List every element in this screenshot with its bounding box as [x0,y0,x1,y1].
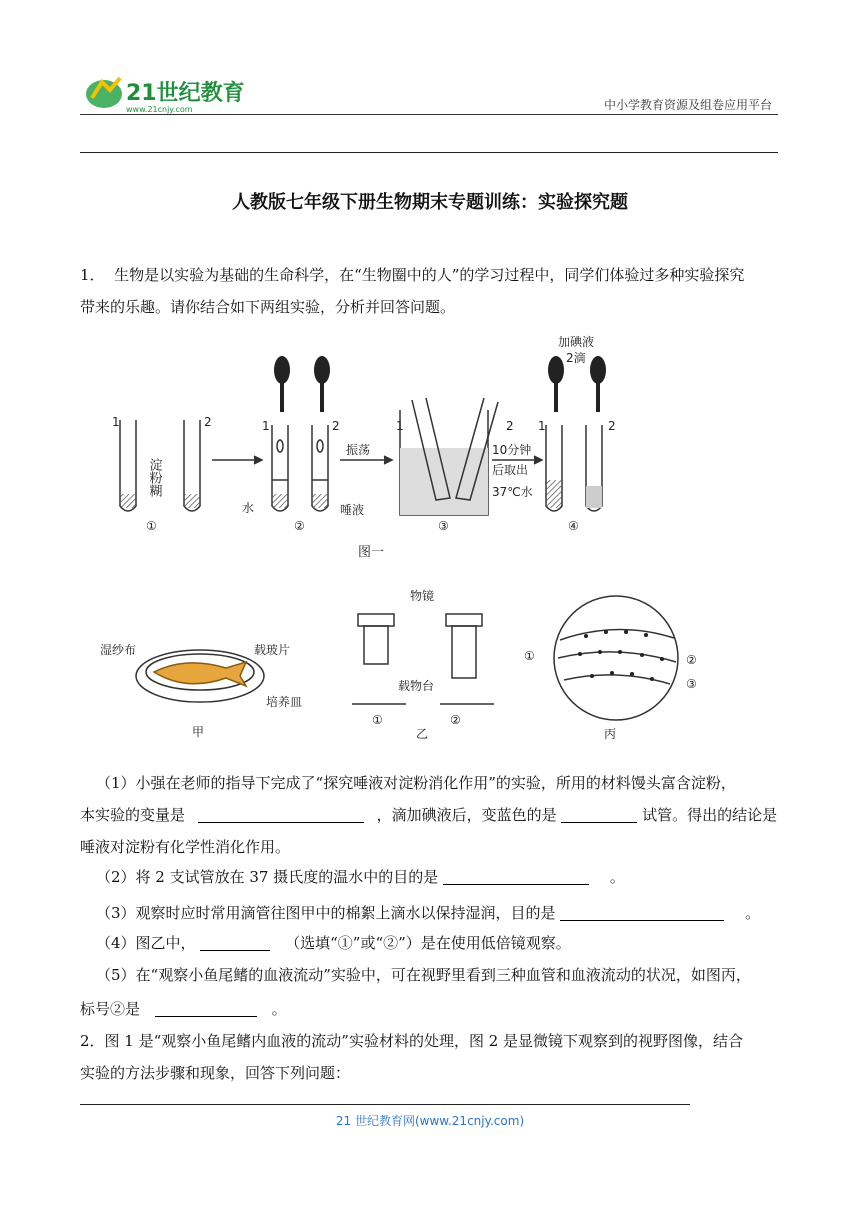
fig1-tube2-a: 2 [204,415,212,429]
q1-sub4: （4）图乙中， （选填“①”或“②”）是在使用低倍镜观察。 [96,934,571,952]
blank-variable[interactable] [198,804,364,823]
q1-intro-line1: 1． 生物是以实验为基础的生命科学，在“生物圈中的人”的学习过程中，同学们体验过多种实验探究 [80,266,745,284]
fig1-starch: 淀粉糊 [146,458,162,497]
q2-line1: 2．图 1 是“观察小鱼尾鳍内血液的流动”实验材料的处理，图 2 是显微镜下观察到的视野图像，结合 [80,1032,744,1050]
page-title: 人教版七年级下册生物期末专题训练：实验探究题 [232,192,628,213]
fig2-bing-2: ② [686,653,697,667]
logo-text: 21世纪教育 [126,81,245,106]
blank-keep-moist[interactable] [560,902,724,921]
fig1-tube1-d: 1 [538,419,546,433]
fig1-shake: 振荡 [346,443,371,457]
q2-line2: 实验的方法步骤和现象，回答下列问题： [80,1064,351,1082]
fig2-jia: 甲 [192,725,205,739]
q1-sub5-line2: 标号②是 。 [80,1000,287,1018]
figure-two [96,580,716,740]
fig2-bing: 丙 [604,727,617,740]
fig1-iodine-a: 加碘液 [558,335,595,349]
platform-label: 中小学教育资源及组卷应用平台 [603,98,772,112]
fig1-water: 水 [242,501,255,515]
fig1-step1: ① [146,519,157,533]
logo-url: www.21cnjy.com [126,105,193,114]
fig2-bing-1: ① [524,649,535,663]
fig1-step4: ④ [568,519,579,533]
fig2-bing-3: ③ [686,677,697,691]
blank-low-power[interactable] [200,932,270,951]
fig1-caption: 图一 [358,545,385,560]
footer-link[interactable]: 21 世纪教育网(www.21cnjy.com) [335,1114,525,1128]
fig2-yi-1: ① [372,713,383,727]
fig1-saliva: 唾液 [340,503,365,517]
top-rule [80,152,778,153]
fig1-tube1-b: 1 [262,419,270,433]
blank-blue-tube[interactable] [561,804,637,823]
q1-sub1-line3: 唾液对淀粉有化学性消化作用。 [80,838,291,856]
fig1-tube2-b: 2 [332,419,340,433]
fig1-tube1-a: 1 [112,415,120,429]
fig1-step2: ② [294,519,305,533]
q1-sub1-line1: （1）小强在老师的指导下完成了“探究唾液对淀粉消化作用”的实验，所用的材料馒头富含淀粉， [96,774,736,792]
fig1-bath: 37℃水 [492,485,533,499]
q1-sub5-line1: （5）在“观察小鱼尾鳍的血液流动”实验中，可在视野里看到三种血管和血液流动的状况，如图丙， [96,966,751,984]
fig2-yi-2: ② [450,713,461,727]
fig2-yi: 乙 [416,727,429,740]
footer-divider [80,1104,690,1105]
fig1-tube1-c: 1 [396,419,404,433]
fig2-slide: 载玻片 [254,643,291,657]
fig1-step3: ③ [438,519,449,533]
fig1-iodine-b: 2滴 [566,351,586,365]
fig2-dish: 培养皿 [266,695,303,709]
fig1-tube2-c: 2 [506,419,514,433]
q1-sub2: （2）将 2 支试管放在 37 摄氏度的温水中的目的是 。 [96,868,625,886]
fig2-gauze: 湿纱布 [100,643,137,657]
fig2-stage: 载物台 [398,679,435,693]
fig2-objective: 物镜 [410,589,435,603]
site-logo [80,68,280,116]
figure-one [100,330,640,560]
fig1-after-a: 10分钟 [492,443,532,457]
q1-intro-line2: 带来的乐趣。请你结合如下两组实验，分析并回答问题。 [80,298,456,316]
header-divider [80,114,778,115]
blank-vessel-2[interactable] [155,998,257,1017]
q1-sub3: （3）观察时应时常用滴管往图甲中的棉絮上滴水以保持湿润，目的是 。 [96,904,761,922]
blank-warm-water[interactable] [443,866,589,885]
fig1-tube2-d: 2 [608,419,616,433]
fig1-after-b: 后取出 [492,463,529,477]
q1-sub1-line2: 本实验的变量是 ，滴加碘液后，变蓝色的是 试管。得出的结论是 [80,806,778,824]
